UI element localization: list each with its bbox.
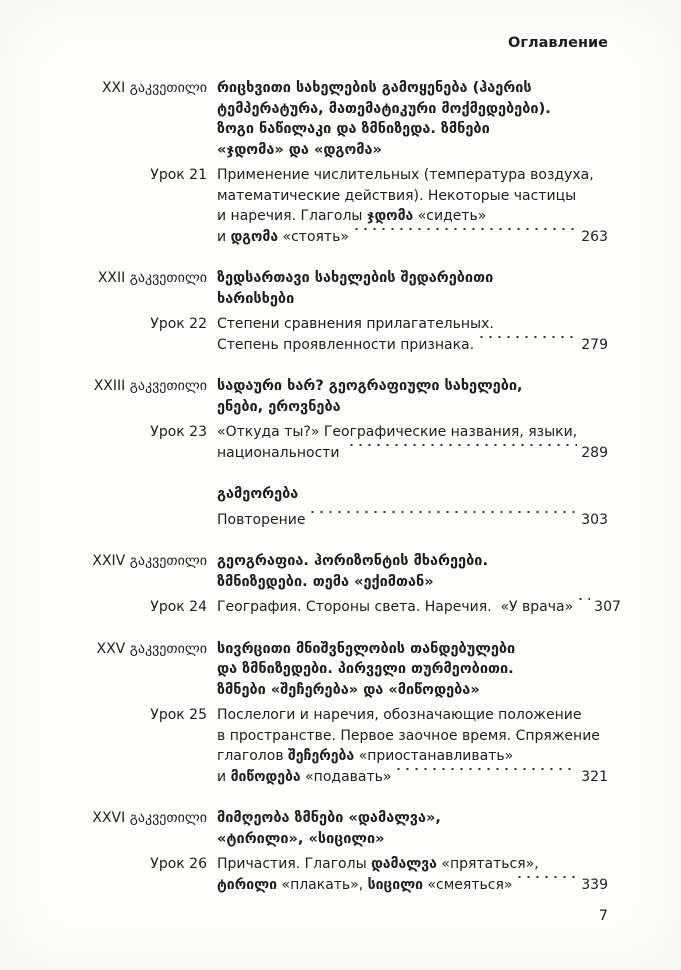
- text-segment: «ტირილი», «სიცილი»: [217, 830, 385, 847]
- toc-entry-lesson: [60, 705, 608, 787]
- text-segment: «ჯდომა» და «დგომა»: [217, 141, 382, 158]
- lesson-text-line: [217, 746, 608, 767]
- text-segment: и: [217, 768, 231, 785]
- lesson-text-line: [217, 726, 608, 747]
- toc-entry-chapter: [60, 268, 608, 309]
- georgian-term: მიწოდება: [230, 768, 301, 785]
- lesson-text-line: [217, 186, 608, 207]
- chapter-text-block: [217, 268, 608, 309]
- text-segment: ზოგი ნაწილაკი და ზმნიზედა. ზმნები: [217, 121, 490, 137]
- text-segment: რიცხვითი სახელების გამოყენება (ჰაერის: [217, 80, 532, 96]
- lesson-text-line: [217, 875, 608, 896]
- chapter-text-block: [217, 808, 608, 849]
- text-segment: «плакать»,: [277, 876, 368, 893]
- georgian-term: ტირილი: [217, 876, 278, 893]
- text-segment: ენები, ეროვნება: [217, 398, 341, 415]
- georgian-term: ჯდომა: [366, 208, 414, 224]
- page-ref-number: 321: [581, 768, 608, 785]
- text-segment: «Откуда ты?» Географические названия, языки,: [217, 424, 578, 440]
- lesson-label: Урок 21: [150, 167, 207, 183]
- toc-entry-chapter: [60, 639, 608, 701]
- text-segment: Степень проявленности признака.: [217, 336, 475, 353]
- lesson-text-block: [217, 165, 608, 247]
- text-segment: ზმნები «შეჩერება» და «მიწოდება»: [217, 681, 480, 698]
- lesson-text-block: [217, 422, 608, 463]
- toc-entry-chapter: [60, 551, 608, 592]
- chapter-text-block: [217, 639, 608, 701]
- lesson-text-line: [217, 314, 608, 335]
- text-segment: ზმნიზედები. თემა «ექიმთან»: [217, 573, 434, 590]
- chapter-label: XXIII გაკვეთილი: [93, 378, 207, 394]
- toc-entry-lesson: [60, 597, 621, 618]
- dot-leader: [308, 510, 577, 531]
- chapter-text-block: [217, 551, 608, 592]
- chapter-label: [60, 484, 207, 505]
- text-segment: Степени сравнения прилагательных.: [217, 316, 494, 332]
- page-ref-number: 279: [581, 336, 608, 353]
- lesson-text-line: [217, 510, 608, 531]
- text-segment: ზედსართავი სახელების შედარებითი: [217, 270, 494, 286]
- text-segment: «стоять»: [278, 228, 349, 245]
- georgian-term: სიცილი: [367, 876, 424, 893]
- lesson-label: [60, 510, 207, 531]
- lesson-text-line: [217, 597, 621, 618]
- chapter-title-line: [217, 680, 608, 701]
- dot-leader: [477, 335, 577, 356]
- lesson-text-line: [217, 767, 608, 788]
- chapter-title-line: [217, 639, 608, 660]
- chapter-title-line: [217, 268, 608, 289]
- chapter-title-line: [217, 397, 608, 418]
- table-of-contents: [60, 78, 621, 895]
- lesson-label: Урок 26: [150, 856, 207, 872]
- dot-leader: [576, 597, 590, 618]
- text-segment: სივრცითი მნიშვნელობის თანდებულები: [217, 640, 516, 657]
- text-segment: и наречия. Глаголы: [217, 208, 367, 224]
- lesson-text-line: [217, 165, 608, 186]
- text-segment: Повторение: [217, 511, 306, 528]
- text-segment: სადაური ხარ? გეოგრაფიული სახელები,: [217, 378, 523, 394]
- chapter-label: XXII გაკვეთილი: [97, 270, 207, 286]
- text-segment: «сидеть»: [413, 208, 487, 224]
- chapter-text-block: [217, 484, 608, 505]
- dot-leader: [515, 875, 577, 896]
- chapter-title-line: [217, 376, 608, 397]
- chapter-label: XXIV გაკვეთილი: [92, 553, 207, 569]
- lesson-text-block: [217, 314, 608, 355]
- text-segment: Послелоги и наречия, обозначающие положение: [217, 707, 582, 723]
- text-segment: «прятаться»,: [436, 856, 539, 872]
- text-segment: ტემპერატურა, მათემატიკური მოქმედებები).: [217, 100, 551, 117]
- toc-entry-lesson: [60, 854, 608, 895]
- lesson-text-block: [217, 854, 608, 895]
- chapter-title-line: [217, 572, 608, 593]
- text-segment: «подавать»: [300, 768, 392, 785]
- chapter-text-block: [217, 376, 608, 417]
- page-ref-number: 307: [594, 599, 621, 615]
- page-ref-number: 263: [581, 228, 608, 245]
- lesson-text-line: [217, 227, 608, 248]
- chapter-label: XXI გაკვეთილი: [101, 80, 207, 96]
- lesson-text-block: [217, 510, 608, 531]
- chapter-title-line: [217, 551, 608, 572]
- toc-entry-lesson: [60, 165, 608, 247]
- text-segment: და ზმნიზედები. პირველი თურმეობითი.: [217, 661, 514, 677]
- toc-entry-chapter: [60, 808, 608, 849]
- georgian-term: დამალვა: [371, 856, 437, 872]
- lesson-text-line: [217, 335, 608, 356]
- text-segment: «смеяться»: [423, 876, 513, 893]
- toc-entry-lesson: [60, 422, 608, 463]
- dot-leader: [394, 767, 577, 788]
- text-segment: глаголов: [217, 748, 289, 764]
- text-segment: გამეორება: [217, 486, 299, 502]
- georgian-term: შეჩერება: [288, 748, 355, 764]
- lesson-text-line: [217, 206, 608, 227]
- chapter-label: XXVI გაკვეთილი: [92, 810, 207, 826]
- toc-entry-lesson: [60, 314, 608, 355]
- page-ref-number: 289: [581, 444, 608, 461]
- page-ref-number: 303: [581, 511, 608, 528]
- lesson-label: Урок 22: [150, 316, 207, 332]
- text-segment: მიმღეობა ზმნები «დამალვა»,: [217, 810, 441, 826]
- text-segment: национальности: [217, 444, 344, 461]
- toc-entry-chapter: [60, 78, 608, 160]
- chapter-title-line: [217, 78, 608, 99]
- page-ref-number: 339: [581, 876, 608, 893]
- text-segment: «приостанавливать»: [354, 748, 514, 764]
- toc-entry-chapter: [60, 484, 608, 505]
- lesson-text-line: [217, 443, 608, 464]
- chapter-title-line: [217, 99, 608, 120]
- lesson-text-block: [217, 705, 608, 787]
- lesson-text-line: [217, 422, 608, 443]
- text-segment: Применение числительных (температура воздуха,: [217, 167, 594, 183]
- text-segment: математические действия). Некоторые частицы: [217, 187, 577, 204]
- lesson-text-block: [217, 597, 621, 618]
- chapter-title-line: [217, 289, 608, 310]
- toc-entry-chapter: [60, 376, 608, 417]
- chapter-text-block: [217, 78, 608, 160]
- text-segment: Причастия. Глаголы: [217, 856, 372, 872]
- chapter-label: XXV გაკვეთილი: [96, 640, 207, 657]
- georgian-term: დგომა: [230, 228, 279, 245]
- lesson-label: Урок 24: [150, 599, 207, 615]
- lesson-label: Урок 23: [150, 424, 207, 440]
- toc-header-title: Оглавление: [508, 35, 608, 51]
- text-segment: и: [217, 228, 231, 245]
- chapter-title-line: [217, 119, 608, 140]
- dot-leader: [347, 443, 577, 464]
- text-segment: в пространстве. Первое заочное время. Спряжение: [217, 727, 600, 744]
- toc-entry-lesson: [60, 510, 608, 531]
- chapter-title-line: [217, 484, 608, 505]
- chapter-title-line: [217, 659, 608, 680]
- lesson-text-line: [217, 854, 608, 875]
- dot-leader: [352, 227, 577, 248]
- chapter-title-line: [217, 808, 608, 829]
- chapter-title-line: [217, 140, 608, 161]
- text-segment: ხარისხები: [217, 290, 295, 307]
- folio-page-number: 7: [598, 908, 608, 924]
- lesson-text-line: [217, 705, 608, 726]
- text-segment: География. Стороны света. Наречия. «У врача»: [217, 599, 574, 615]
- chapter-title-line: [217, 829, 608, 850]
- text-segment: გეოგრაფია. ჰორიზონტის მხარეები.: [217, 553, 488, 569]
- lesson-label: Урок 25: [150, 707, 207, 723]
